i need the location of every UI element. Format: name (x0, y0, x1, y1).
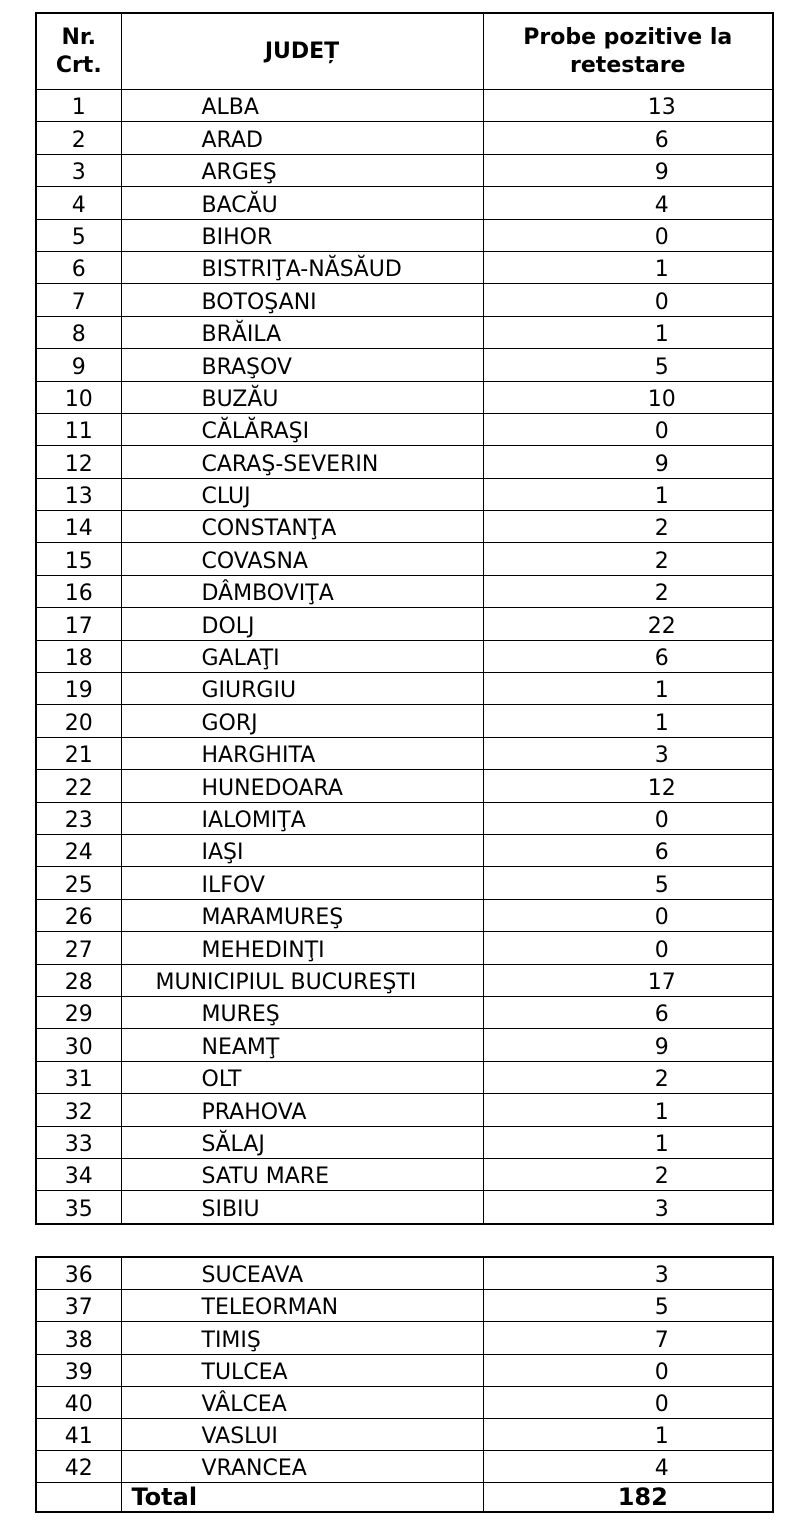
positive-retest-count: 2 (483, 1061, 773, 1093)
county-name: IAŞI (121, 834, 483, 866)
row-number: 28 (36, 964, 121, 996)
table-body-page-1 (36, 90, 773, 1224)
total-label: Total (121, 1483, 483, 1513)
positive-retest-count: 17 (483, 964, 773, 996)
table-row (36, 899, 773, 931)
table-row (36, 122, 773, 154)
table-row (36, 219, 773, 251)
county-name: MEHEDINŢI (121, 932, 483, 964)
county-name: SĂLAJ (121, 1126, 483, 1158)
table-row (36, 251, 773, 283)
positive-retest-count: 6 (483, 996, 773, 1028)
positive-retest-count: 0 (483, 802, 773, 834)
row-number: 42 (36, 1451, 121, 1483)
table-row (36, 1322, 773, 1354)
row-number: 32 (36, 1094, 121, 1126)
positive-retest-count: 7 (483, 1322, 773, 1354)
county-name: ILFOV (121, 867, 483, 899)
row-number: 31 (36, 1061, 121, 1093)
positive-retest-count: 0 (483, 899, 773, 931)
county-name: BOTOŞANI (121, 284, 483, 316)
table-row (36, 834, 773, 866)
row-number: 15 (36, 543, 121, 575)
county-name: IALOMIŢA (121, 802, 483, 834)
row-number: 11 (36, 413, 121, 445)
table-row (36, 737, 773, 769)
row-number: 25 (36, 867, 121, 899)
county-name: BRAŞOV (121, 349, 483, 381)
positive-retest-count: 0 (483, 932, 773, 964)
table-row (36, 413, 773, 445)
county-name: MUNICIPIUL BUCUREŞTI (121, 964, 483, 996)
table-row (36, 90, 773, 122)
table-header-row (36, 13, 773, 90)
county-name: ARAD (121, 122, 483, 154)
positive-retest-count: 2 (483, 511, 773, 543)
county-name: PRAHOVA (121, 1094, 483, 1126)
table-row (36, 996, 773, 1028)
header-judet: JUDEȚ (121, 13, 483, 90)
county-table-page-2 (35, 1256, 774, 1513)
positive-retest-count: 0 (483, 413, 773, 445)
table-row (36, 381, 773, 413)
positive-retest-count: 2 (483, 575, 773, 607)
row-number: 2 (36, 122, 121, 154)
county-name: VASLUI (121, 1418, 483, 1450)
county-name: DÂMBOVIŢA (121, 575, 483, 607)
positive-retest-count: 6 (483, 640, 773, 672)
county-name: BIHOR (121, 219, 483, 251)
county-name: HARGHITA (121, 737, 483, 769)
county-name: BACĂU (121, 187, 483, 219)
positive-retest-count: 1 (483, 673, 773, 705)
header-nr-crt-line2: Crt. (55, 52, 102, 78)
table-row (36, 802, 773, 834)
row-number: 4 (36, 187, 121, 219)
row-number: 16 (36, 575, 121, 607)
row-number: 37 (36, 1290, 121, 1322)
positive-retest-count: 1 (483, 1126, 773, 1158)
positive-retest-count: 9 (483, 154, 773, 186)
table-row (36, 511, 773, 543)
row-number: 10 (36, 381, 121, 413)
row-number: 9 (36, 349, 121, 381)
header-nr-crt (36, 13, 121, 90)
county-name: CONSTANŢA (121, 511, 483, 543)
row-number: 26 (36, 899, 121, 931)
county-name: MUREŞ (121, 996, 483, 1028)
total-value: 182 (483, 1483, 773, 1513)
table-row (36, 1158, 773, 1190)
table-row (36, 1451, 773, 1483)
county-name: TELEORMAN (121, 1290, 483, 1322)
row-number: 17 (36, 608, 121, 640)
table-row (36, 705, 773, 737)
row-number: 21 (36, 737, 121, 769)
table-row (36, 187, 773, 219)
row-number: 1 (36, 90, 121, 122)
county-name: VRANCEA (121, 1451, 483, 1483)
table-row (36, 1354, 773, 1386)
row-number: 36 (36, 1257, 121, 1290)
county-name: OLT (121, 1061, 483, 1093)
row-number: 12 (36, 446, 121, 478)
county-name: ARGEŞ (121, 154, 483, 186)
row-number: 23 (36, 802, 121, 834)
table-row (36, 1257, 773, 1290)
county-table-page-1 (35, 12, 774, 1225)
county-name: TULCEA (121, 1354, 483, 1386)
header-probe-line1: Probe pozitive la (523, 24, 733, 50)
positive-retest-count: 12 (483, 770, 773, 802)
positive-retest-count: 0 (483, 219, 773, 251)
positive-retest-count: 1 (483, 316, 773, 348)
positive-retest-count: 1 (483, 705, 773, 737)
positive-retest-count: 5 (483, 349, 773, 381)
positive-retest-count: 0 (483, 284, 773, 316)
table-row (36, 543, 773, 575)
row-number: 30 (36, 1029, 121, 1061)
row-number: 39 (36, 1354, 121, 1386)
table-row (36, 284, 773, 316)
table-row (36, 1094, 773, 1126)
table-row (36, 867, 773, 899)
row-number: 38 (36, 1322, 121, 1354)
positive-retest-count: 1 (483, 251, 773, 283)
positive-retest-count: 6 (483, 122, 773, 154)
positive-retest-count: 1 (483, 1094, 773, 1126)
county-name: DOLJ (121, 608, 483, 640)
positive-retest-count: 0 (483, 1386, 773, 1418)
county-name: SATU MARE (121, 1158, 483, 1190)
positive-retest-count: 3 (483, 737, 773, 769)
table-row (36, 1386, 773, 1418)
positive-retest-count: 6 (483, 834, 773, 866)
row-number: 14 (36, 511, 121, 543)
row-number: 22 (36, 770, 121, 802)
row-number: 35 (36, 1191, 121, 1224)
county-name: GORJ (121, 705, 483, 737)
table-row (36, 1418, 773, 1450)
positive-retest-count: 9 (483, 1029, 773, 1061)
header-probe (483, 13, 773, 90)
table-body-page-2 (36, 1257, 773, 1483)
table-row (36, 673, 773, 705)
row-number: 18 (36, 640, 121, 672)
positive-retest-count: 2 (483, 543, 773, 575)
county-name: TIMIŞ (121, 1322, 483, 1354)
positive-retest-count: 9 (483, 446, 773, 478)
county-name: GALAŢI (121, 640, 483, 672)
county-name: BUZĂU (121, 381, 483, 413)
positive-retest-count: 10 (483, 381, 773, 413)
total-row (36, 1483, 773, 1513)
county-name: CĂLĂRAŞI (121, 413, 483, 445)
table-row (36, 640, 773, 672)
table-row (36, 349, 773, 381)
positive-retest-count: 22 (483, 608, 773, 640)
row-number: 34 (36, 1158, 121, 1190)
county-name: GIURGIU (121, 673, 483, 705)
row-number: 5 (36, 219, 121, 251)
row-number: 27 (36, 932, 121, 964)
county-name: COVASNA (121, 543, 483, 575)
row-number: 13 (36, 478, 121, 510)
county-name: SUCEAVA (121, 1257, 483, 1290)
county-name: BRĂILA (121, 316, 483, 348)
county-name: SIBIU (121, 1191, 483, 1224)
row-number: 40 (36, 1386, 121, 1418)
row-number: 6 (36, 251, 121, 283)
positive-retest-count: 0 (483, 1354, 773, 1386)
table-row (36, 575, 773, 607)
county-name: VÂLCEA (121, 1386, 483, 1418)
positive-retest-count: 1 (483, 478, 773, 510)
county-name: CLUJ (121, 478, 483, 510)
positive-retest-count: 2 (483, 1158, 773, 1190)
table-row (36, 1191, 773, 1224)
positive-retest-count: 4 (483, 1451, 773, 1483)
positive-retest-count: 3 (483, 1257, 773, 1290)
row-number: 24 (36, 834, 121, 866)
row-number: 29 (36, 996, 121, 1028)
county-name: HUNEDOARA (121, 770, 483, 802)
positive-retest-count: 5 (483, 867, 773, 899)
table-row (36, 932, 773, 964)
header-nr-crt-line1: Nr. (61, 24, 96, 50)
table-row (36, 964, 773, 996)
table-row (36, 1029, 773, 1061)
header-probe-line2: retestare (570, 52, 686, 78)
row-number: 19 (36, 673, 121, 705)
positive-retest-count: 13 (483, 90, 773, 122)
positive-retest-count: 1 (483, 1418, 773, 1450)
row-number: 3 (36, 154, 121, 186)
county-name: NEAMŢ (121, 1029, 483, 1061)
county-name: BISTRIŢA-NĂSĂUD (121, 251, 483, 283)
table-row (36, 770, 773, 802)
row-number: 20 (36, 705, 121, 737)
county-name: ALBA (121, 90, 483, 122)
table-row (36, 316, 773, 348)
positive-retest-count: 4 (483, 187, 773, 219)
row-number: 41 (36, 1418, 121, 1450)
total-nr-cell (36, 1483, 121, 1513)
table-row (36, 1126, 773, 1158)
table-row (36, 1061, 773, 1093)
county-name: CARAŞ-SEVERIN (121, 446, 483, 478)
positive-retest-count: 5 (483, 1290, 773, 1322)
table-row (36, 154, 773, 186)
positive-retest-count: 3 (483, 1191, 773, 1224)
row-number: 33 (36, 1126, 121, 1158)
table-row (36, 446, 773, 478)
table-row (36, 1290, 773, 1322)
row-number: 7 (36, 284, 121, 316)
table-row (36, 478, 773, 510)
row-number: 8 (36, 316, 121, 348)
county-name: MARAMUREŞ (121, 899, 483, 931)
table-row (36, 608, 773, 640)
